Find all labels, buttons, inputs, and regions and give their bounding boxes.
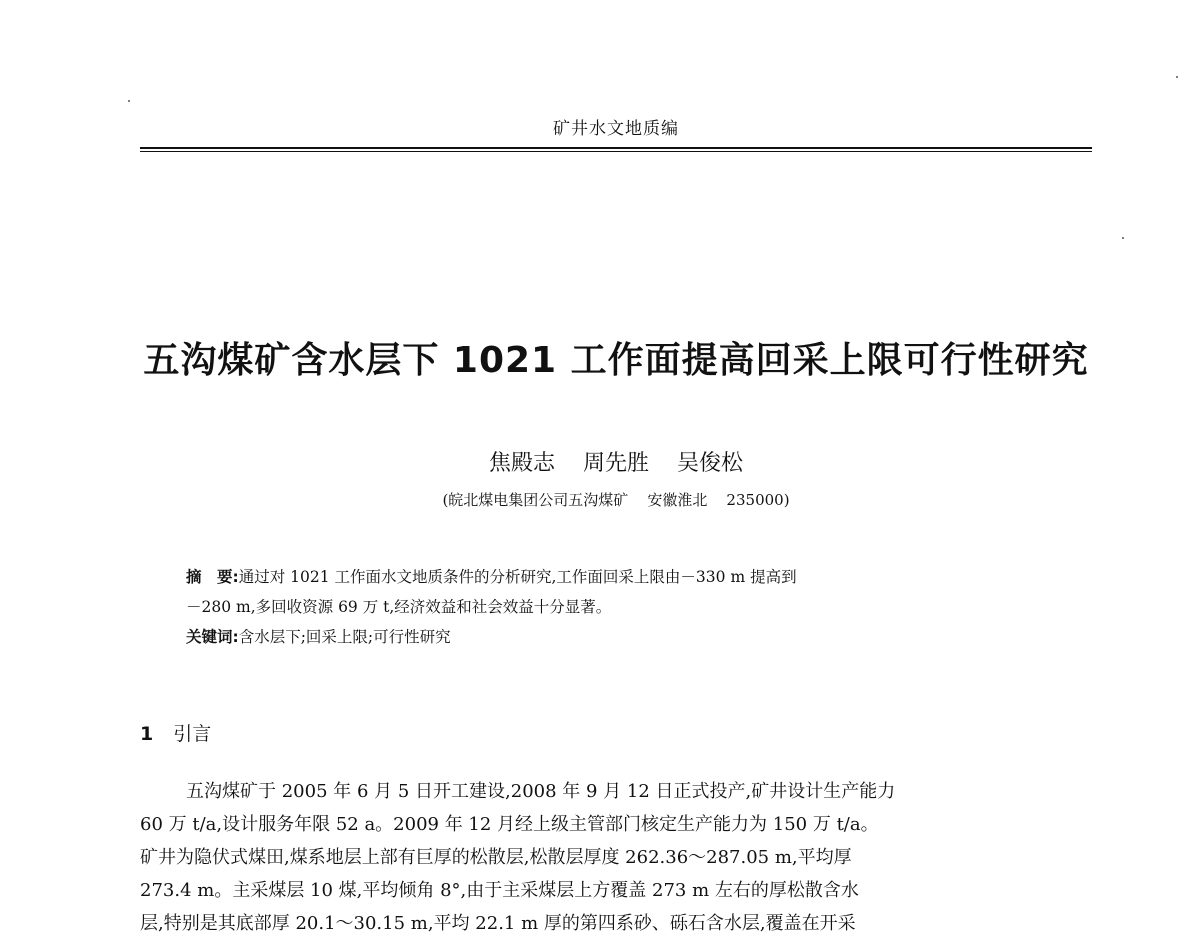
scan-speck (128, 100, 130, 102)
abstract-block (186, 562, 1046, 652)
section-title: 引言 (173, 723, 212, 745)
body-line-1: 五沟煤矿于 2005 年 6 月 5 日开工建设,2008 年 9 月 12 日正式投产,矿井设计生产能力 (186, 781, 896, 802)
running-head: 矿井水文地质编 (553, 119, 679, 139)
body-line-4: 273.4 m。主采煤层 10 煤,平均倾角 8°,由于主采煤层上方覆盖 273 m 左右的厚松散含水 (140, 880, 859, 901)
keywords-text: 含水层下;回采上限;可行性研究 (238, 628, 451, 646)
abstract-line-1 (186, 562, 1046, 592)
keywords-line (186, 622, 1046, 652)
section-number: 1 (140, 723, 154, 745)
body-paragraph (140, 775, 1092, 940)
section-heading (140, 719, 211, 746)
paper-title: 五沟煤矿含水层下 1021 工作面提高回采上限可行性研究 (143, 340, 1089, 381)
abstract-label: 摘 要: (186, 568, 239, 586)
header-rule-thick (140, 147, 1092, 149)
abstract-text-1: 通过对 1021 工作面水文地质条件的分析研究,工作面回采上限由－330 m 提高到 (238, 568, 797, 586)
abstract-line-2 (186, 592, 1046, 622)
scan-speck (1122, 237, 1124, 239)
abstract-text-2: －280 m,多回收资源 69 万 t,经济效益和社会效益十分显著。 (186, 598, 612, 616)
body-line-5: 层,特别是其底部厚 20.1～30.15 m,平均 22.1 m 厚的第四系砂、砾石含水层,覆盖在开采 (140, 913, 856, 934)
header-rule-thin (140, 151, 1092, 152)
scan-speck (1176, 76, 1178, 78)
author-list: 焦殿志 周先胜 吴俊松 (489, 451, 743, 476)
keywords-label: 关键词: (186, 628, 239, 646)
author-affiliation: (皖北煤电集团公司五沟煤矿 安徽淮北 235000) (442, 491, 790, 509)
body-line-2: 60 万 t/a,设计服务年限 52 a。2009 年 12 月经上级主管部门核定生产能力为 150 万 t/a。 (140, 814, 879, 835)
body-line-3: 矿井为隐伏式煤田,煤系地层上部有巨厚的松散层,松散层厚度 262.36～287.05 m,平均厚 (140, 847, 852, 868)
